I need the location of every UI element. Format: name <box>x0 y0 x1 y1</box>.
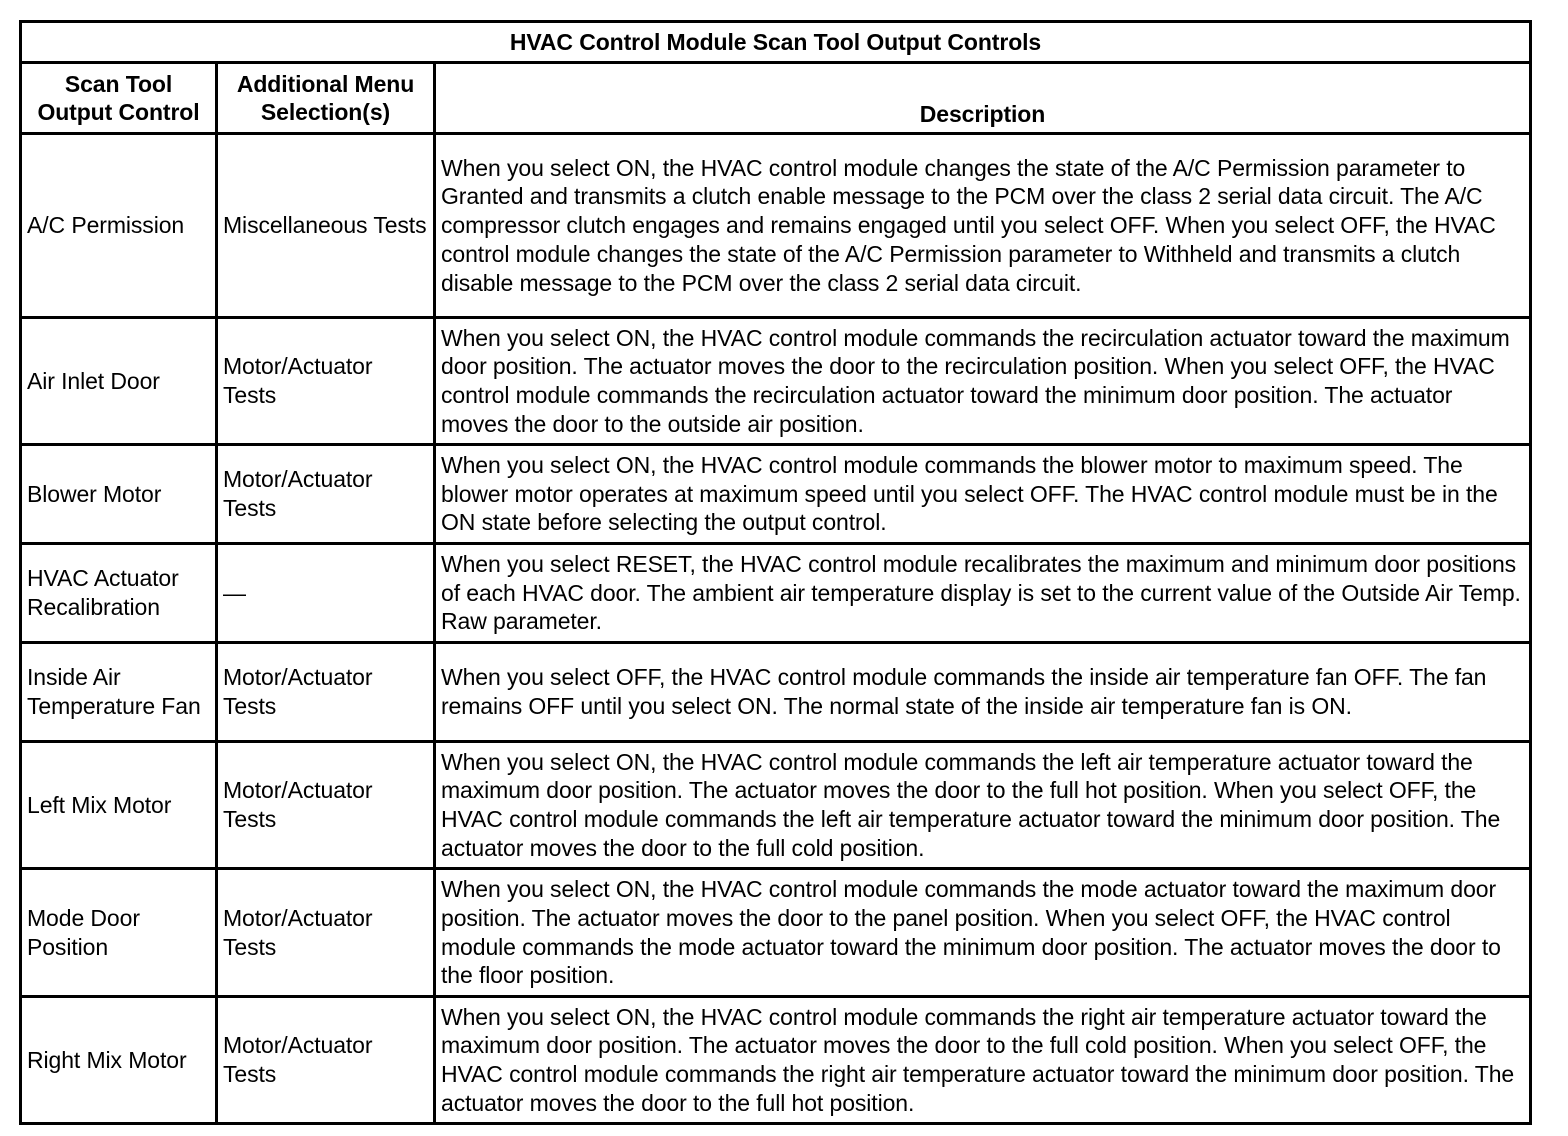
table-header-row <box>21 63 1531 134</box>
cell-description: When you select OFF, the HVAC control module commands the inside air temperature fan OFF. The fan remains OFF until you select ON. The normal state of the inside air temperature fan is ON. <box>435 643 1531 742</box>
cell-output-control: Air Inlet Door <box>21 318 217 445</box>
cell-output-control: Right Mix Motor <box>21 997 217 1124</box>
table-title-row <box>21 22 1531 63</box>
cell-additional-menu: Motor/Actuator Tests <box>217 445 435 544</box>
cell-additional-menu: Motor/Actuator Tests <box>217 869 435 997</box>
cell-description: When you select ON, the HVAC control module commands the blower motor to maximum speed. The blower motor operates at maximum speed until you select OFF. The HVAC control module must be in the ON state before selecting the output control. <box>435 445 1531 544</box>
table-row <box>21 544 1531 643</box>
cell-additional-menu: Motor/Actuator Tests <box>217 318 435 445</box>
header-additional-menu: Additional Menu Selection(s) <box>217 63 435 134</box>
header-output-control: Scan Tool Output Control <box>21 63 217 134</box>
table-row <box>21 997 1531 1124</box>
cell-output-control: Mode Door Position <box>21 869 217 997</box>
cell-additional-menu: Motor/Actuator Tests <box>217 997 435 1124</box>
table-row <box>21 643 1531 742</box>
table-row <box>21 869 1531 997</box>
cell-output-control: Left Mix Motor <box>21 742 217 869</box>
table-row <box>21 445 1531 544</box>
table-row <box>21 742 1531 869</box>
cell-output-control: HVAC Actuator Recalibration <box>21 544 217 643</box>
table-row <box>21 134 1531 318</box>
table-title: HVAC Control Module Scan Tool Output Controls <box>21 22 1531 63</box>
cell-description: When you select ON, the HVAC control module commands the mode actuator toward the maximum door position. The actuator moves the door to the panel position. When you select OFF, the HVAC control module commands the mode actuator toward the minimum door position. The actuator moves the door to the floor position. <box>435 869 1531 997</box>
cell-additional-menu: Motor/Actuator Tests <box>217 643 435 742</box>
header-description: Description <box>435 63 1531 134</box>
cell-additional-menu: Motor/Actuator Tests <box>217 742 435 869</box>
cell-additional-menu: — <box>217 544 435 643</box>
cell-description: When you select RESET, the HVAC control module recalibrates the maximum and minimum door positions of each HVAC door. The ambient air temperature display is set to the current value of the Outside Air Temp. Raw parameter. <box>435 544 1531 643</box>
cell-description: When you select ON, the HVAC control module commands the recirculation actuator toward the maximum door position. The actuator moves the door to the recirculation position. When you select OFF, the HVAC control module commands the recirculation actuator toward the minimum door position. The actuator moves the door to the outside air position. <box>435 318 1531 445</box>
cell-output-control: A/C Permission <box>21 134 217 318</box>
table-row <box>21 318 1531 445</box>
cell-additional-menu: Miscellaneous Tests <box>217 134 435 318</box>
cell-description: When you select ON, the HVAC control module changes the state of the A/C Permission parameter to Granted and transmits a clutch enable message to the PCM over the class 2 serial data circuit. The A/C compressor clutch engages and remains engaged until you select OFF. When you select OFF, the HVAC control module changes the state of the A/C Permission parameter to Withheld and transmits a clutch disable message to the PCM over the class 2 serial data circuit. <box>435 134 1531 318</box>
cell-output-control: Blower Motor <box>21 445 217 544</box>
cell-output-control: Inside Air Temperature Fan <box>21 643 217 742</box>
cell-description: When you select ON, the HVAC control module commands the right air temperature actuator toward the maximum door position. The actuator moves the door to the full cold position. When you select OFF, the HVAC control module commands the right air temperature actuator toward the minimum door position. The actuator moves the door to the full hot position. <box>435 997 1531 1124</box>
output-controls-table <box>19 20 1532 1125</box>
cell-description: When you select ON, the HVAC control module commands the left air temperature actuator toward the maximum door position. The actuator moves the door to the full hot position. When you select OFF, the HVAC control module commands the left air temperature actuator toward the minimum door position. The actuator moves the door to the full cold position. <box>435 742 1531 869</box>
